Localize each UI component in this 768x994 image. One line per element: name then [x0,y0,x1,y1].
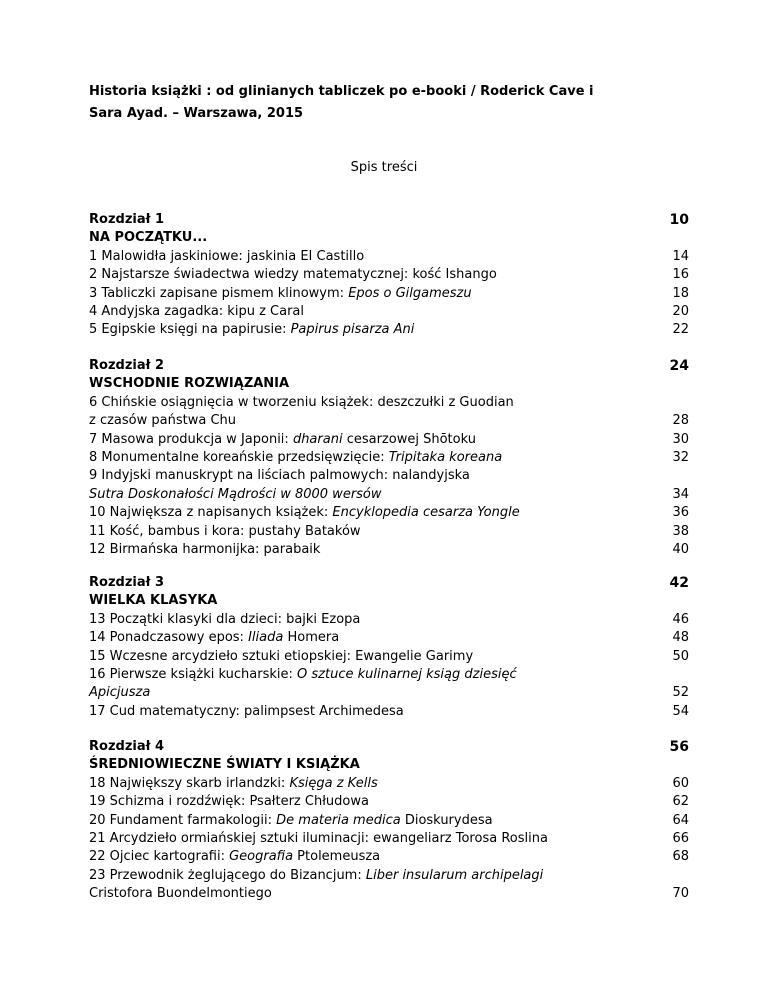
toc-entry [89,467,689,485]
toc-entry-page: 66 [672,831,689,847]
chapter-block [89,574,689,721]
toc-entry-page: 36 [672,505,689,521]
toc-entry-page: 60 [672,775,689,791]
toc-entry-page: 22 [672,322,689,338]
toc-entry [89,303,689,321]
toc-entry-text [89,486,649,504]
toc-entry-page: 14 [672,248,689,264]
chapter-title-text: NA POCZĄTKU... [89,230,208,246]
toc-entry-page: 64 [672,812,689,828]
header-line-2: Sara Ayad. – Warszawa, 2015 [89,106,304,121]
toc-entry-text: 11 Kość, bambus i kora: pustahy Bataków [89,523,361,539]
toc-entry-text: 22 Ojciec kartografii: Geografia Ptolemeusza [89,849,381,865]
toc-entry-italic: Księga z Kells [289,775,378,791]
toc-entry [89,321,689,339]
chapter-title-text: ŚREDNIOWIECZNE ŚWIATY I KSIĄŻKA [89,757,360,773]
toc-entry-page: 54 [672,703,689,719]
chapter-label: Rozdział 1 [89,212,165,227]
toc-entry [89,848,689,866]
toc-entry-text: 5 Egipskie księgi na papirusie: Papirus pisarza Ani [89,322,415,338]
chapter-heading [89,574,689,592]
toc-entry [89,830,689,848]
toc-entry-continuation [89,412,689,430]
toc-entry-text: 9 Indyjski manuskrypt na liściach palmowych: nalandyjska [89,468,470,484]
toc-entry [89,248,689,266]
chapter-page: 24 [669,358,689,374]
toc-entry [89,703,689,721]
toc-entry-italic: Epos o Gilgameszu [348,285,472,301]
toc-entry-page: 40 [672,542,689,558]
chapter-title [89,375,689,393]
toc-entry-text: 3 Tabliczki zapisane pismem klinowym: Epos o Gilgameszu [89,285,472,301]
toc-entry-text: 6 Chińskie osiągnięcia w tworzeniu książek: deszczułki z Guodian [89,394,514,410]
toc-entry-page: 48 [672,630,689,646]
toc-entry-italic: De materia medica [276,812,401,828]
toc-entry-continuation [89,885,689,903]
chapter-page: 56 [669,739,689,755]
chapter-label: Rozdział 4 [89,739,165,754]
toc-entry-text: 16 Pierwsze książki kucharskie: O sztuce kulinarnej ksiąg dziesięć [89,667,517,683]
toc-entry [89,394,689,412]
toc-entry [89,541,689,559]
toc-entry-italic: Papirus pisarza Ani [290,322,415,338]
toc-entry-page: 38 [672,523,689,539]
toc-entry-page: 52 [672,685,689,701]
toc-entry [89,666,689,684]
chapter-title [89,592,689,610]
toc-entry-text: 8 Monumentalne koreańskie przedsięwzięcie: Tripitaka koreana [89,450,503,466]
toc-entry-continuation [89,486,689,504]
toc-entry-text: 1 Malowidła jaskiniowe: jaskinia EI Castillo [89,248,365,264]
toc-entry [89,775,689,793]
chapter-title [89,756,689,774]
toc-entry-italic: Tripitaka koreana [388,450,503,466]
chapter-heading [89,357,689,375]
toc-entry-text: 10 Największa z napisanych książek: Encyklopedia cesarza Yongle [89,505,520,521]
toc-entry-page: 18 [672,285,689,301]
chapter-title-text: WSCHODNIE ROZWIĄZANIA [89,376,290,392]
toc-entry-italic: O sztuce kulinarnej ksiąg dziesięć [297,667,517,683]
toc-title: Spis treści [350,160,418,175]
toc-entry [89,812,689,830]
toc-entry [89,431,689,449]
toc-entry-text: 13 Początki klasyki dla dzieci: bajki Ezopa [89,611,361,627]
toc-entry-text: 17 Cud matematyczny: palimpsest Archimedesa [89,703,404,719]
toc-entry-text: 14 Ponadczasowy epos: Iliada Homera [89,630,340,646]
chapter-block [89,357,689,559]
toc-entry-italic: Geografia [229,849,294,865]
header-line-1: Historia książki : od glinianych tabliczek po e-booki / Roderick Cave i [89,84,594,99]
toc-entry-text [89,684,649,702]
toc-entry-text: 19 Schizma i rozdźwięk: Psałterz Chłudowa [89,794,369,810]
toc-entry-page [649,666,689,684]
toc-entry-page [649,467,689,485]
toc-entry-italic: Liber insularum archipelagi [365,867,544,883]
toc-entry-page: 68 [672,849,689,865]
toc-entry [89,449,689,467]
toc-entry [89,648,689,666]
toc-entry-page: 62 [672,794,689,810]
toc-entry-italic: Encyklopedia cesarza Yongle [332,505,520,521]
toc-entry-page: 20 [672,304,689,320]
toc-entry-text: Cristofora Buondelmontiego [89,886,272,902]
toc-entry-page: 16 [672,267,689,283]
toc-entry [89,867,689,885]
toc-entry [89,285,689,303]
chapter-title-text: WIELKA KLASYKA [89,593,218,609]
toc-entry [89,611,689,629]
chapter-block [89,211,689,340]
chapter-label: Rozdział 2 [89,358,165,373]
toc-entry-italic: Iliada [248,630,284,646]
bibliographic-header [89,81,679,125]
toc-entry-text: 15 Wczesne arcydzieło sztuki etiopskiej: Ewangelie Garimy [89,648,474,664]
toc-entry-page: 70 [672,886,689,902]
chapter-title [89,229,689,247]
toc-entry [89,266,689,284]
toc-entry-text: 20 Fundament farmakologii: De materia medica Dioskurydesa [89,812,493,828]
toc-entry-page: 32 [672,450,689,466]
toc-entry-text: 21 Arcydzieło ormiańskiej sztuki iluminacji: ewangeliarz Torosa Roslina [89,831,548,847]
chapter-page: 10 [669,212,689,228]
toc-entry-continuation [89,684,689,702]
toc-entry-page [649,867,689,885]
chapter-page: 42 [669,575,689,591]
toc-entry-text: 2 Najstarsze świadectwa wiedzy matematycznej: kość Ishango [89,267,497,283]
toc-entry [89,629,689,647]
toc-entry-italic: Apicjusza [89,685,151,701]
toc-entry [89,523,689,541]
toc-entry-italic: Sutra Doskonałości Mądrości w 8000 wersów [89,486,382,502]
toc-entry-text: 23 Przewodnik żeglującego do Bizancjum: Liber insularum archipelagi [89,867,544,883]
toc-entry-text: 12 Birmańska harmonijka: parabaik [89,542,321,558]
toc-entry-page [649,394,689,412]
toc-entry [89,793,689,811]
toc-entry-italic: dharani [292,431,343,447]
toc-entry-page: 30 [672,431,689,447]
chapter-heading [89,738,689,756]
toc-entry-page: 28 [672,413,689,429]
toc-entry-page: 46 [672,611,689,627]
toc-entry [89,504,689,522]
chapter-block [89,738,689,904]
toc-entry-text: 18 Największy skarb irlandzki: Księga z Kells [89,775,378,791]
toc-entry-text: z czasów państwa Chu [89,413,236,429]
chapter-heading [89,211,689,229]
toc-entry-page: 50 [672,648,689,664]
toc-entry-page: 34 [672,486,689,502]
toc-entry-text: 4 Andyjska zagadka: kipu z Caral [89,304,304,320]
toc-entry-text: 7 Masowa produkcja w Japonii: dharani cesarzowej Shōtoku [89,431,476,447]
chapter-label: Rozdział 3 [89,575,165,590]
